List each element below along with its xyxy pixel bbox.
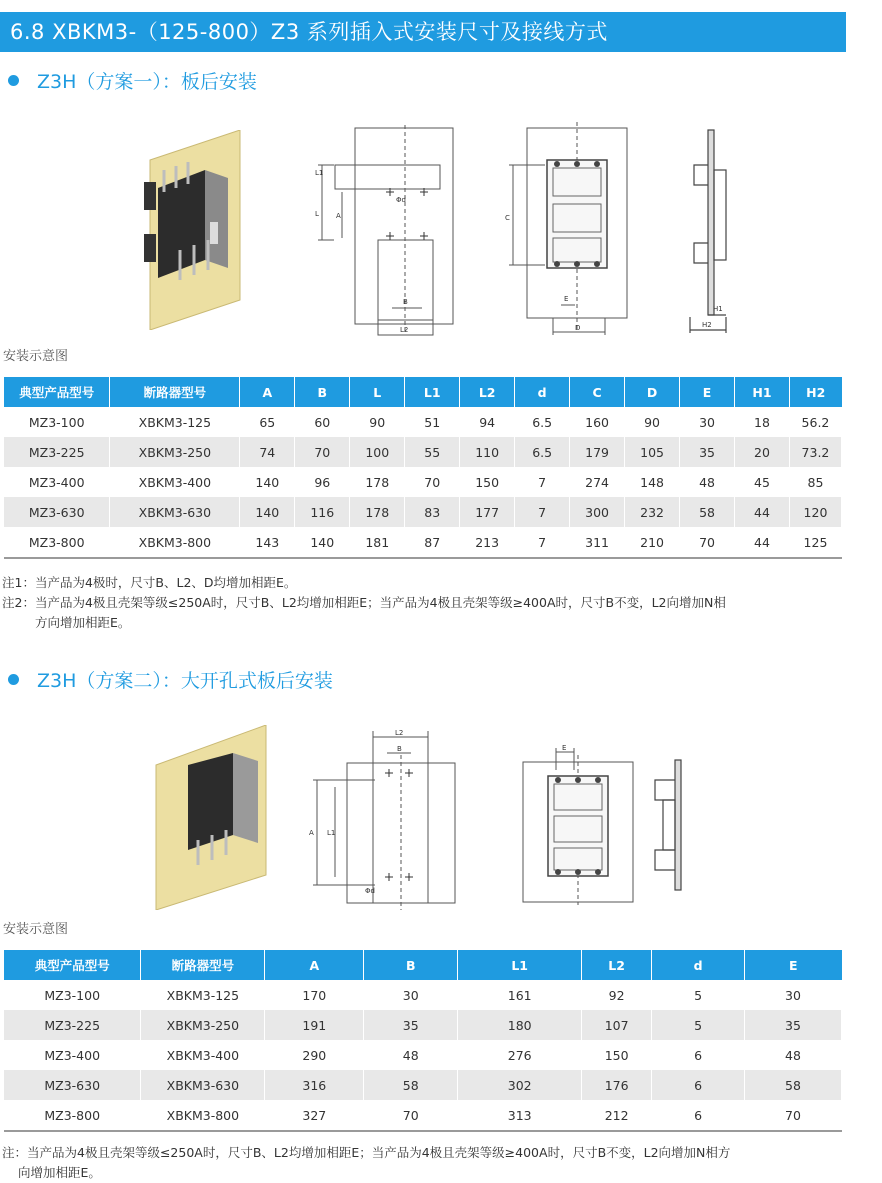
- side-view-drawing-1: [680, 125, 750, 340]
- table-header-row: [4, 950, 842, 980]
- note-line: 注：当产品为4极且壳架等级≤250A时，尺寸B、L2均增加相距E；当产品为4极且壳架等级≥400A时，尺寸B不变，L2向增加N相方: [2, 1145, 731, 1160]
- table-cell: 74: [240, 437, 295, 467]
- table-cell: 6.5: [515, 437, 570, 467]
- dim-label-c: C: [505, 214, 510, 222]
- table-cell: 100: [350, 437, 405, 467]
- table-cell: 44: [735, 527, 790, 558]
- mounting-dimension-drawing-1: [310, 120, 460, 350]
- table-header-row: [4, 377, 842, 407]
- table-cell: 170: [265, 980, 364, 1010]
- dim-label-l: L: [315, 210, 319, 218]
- dim-label-h2: H2: [702, 321, 712, 329]
- bullet-icon: [8, 674, 19, 685]
- table-cell: 45: [735, 467, 790, 497]
- table-cell: 65: [240, 407, 295, 437]
- table-header: B: [295, 377, 350, 407]
- table-cell: MZ3-400: [4, 467, 110, 497]
- dim-label-b: B: [397, 745, 402, 753]
- table-cell: MZ3-225: [4, 1010, 141, 1040]
- table-row: [4, 437, 842, 467]
- notes-2: [2, 1143, 730, 1183]
- table-header: E: [680, 377, 735, 407]
- table-cell: 161: [458, 980, 582, 1010]
- dim-label-l2: L2: [400, 326, 409, 334]
- table-cell: 56.2: [789, 407, 841, 437]
- table-cell: XBKM3-400: [110, 467, 240, 497]
- table-header: L2: [460, 377, 515, 407]
- table-header: L1: [405, 377, 460, 407]
- table-row: [4, 497, 842, 527]
- table-cell: 143: [240, 527, 295, 558]
- table-cell: 35: [364, 1010, 458, 1040]
- table-cell: 60: [295, 407, 350, 437]
- table-cell: 44: [735, 497, 790, 527]
- table-cell: 90: [625, 407, 680, 437]
- section2-heading-text: Z3H（方案二）：大开孔式板后安装: [37, 670, 333, 692]
- table-cell: XBKM3-125: [110, 407, 240, 437]
- dim-label-l1: L1: [315, 169, 324, 177]
- table-cell: 6: [652, 1100, 745, 1131]
- table-cell: 6: [652, 1070, 745, 1100]
- table-cell: 140: [240, 467, 295, 497]
- table-cell: MZ3-630: [4, 1070, 141, 1100]
- table-cell: XBKM3-400: [141, 1040, 265, 1070]
- table-header: L2: [582, 950, 652, 980]
- table-row: [4, 1010, 842, 1040]
- note-line: 注1：当产品为4极时，尺寸B、L2、D均增加相距E。: [2, 575, 297, 590]
- table-cell: 150: [460, 467, 515, 497]
- dim-label-e: E: [564, 295, 569, 303]
- table-cell: 107: [582, 1010, 652, 1040]
- section2-heading: [8, 667, 333, 695]
- table-cell: XBKM3-250: [110, 437, 240, 467]
- table-row: [4, 1040, 842, 1070]
- front-view-drawing-2: [518, 740, 638, 905]
- table-cell: MZ3-800: [4, 1100, 141, 1131]
- figure-caption-2: 安装示意图: [3, 922, 69, 937]
- dim-label-l1: L1: [327, 829, 336, 837]
- table-cell: 290: [265, 1040, 364, 1070]
- dim-label-e: E: [562, 744, 567, 752]
- table-cell: 51: [405, 407, 460, 437]
- dim-label-dd: D: [575, 324, 581, 332]
- table-header: E: [745, 950, 842, 980]
- table-cell: 116: [295, 497, 350, 527]
- table-cell: 35: [745, 1010, 842, 1040]
- table-cell: 30: [364, 980, 458, 1010]
- table-cell: 110: [460, 437, 515, 467]
- table-cell: 125: [789, 527, 841, 558]
- table-cell: 90: [350, 407, 405, 437]
- figure-caption-1: 安装示意图: [3, 349, 69, 364]
- dimension-table-2: [4, 950, 842, 1132]
- table-cell: 48: [364, 1040, 458, 1070]
- table-cell: 58: [745, 1070, 842, 1100]
- table-cell: 160: [570, 407, 625, 437]
- dim-label-a: A: [336, 212, 341, 220]
- table-cell: 274: [570, 467, 625, 497]
- side-view-drawing-2: [645, 755, 695, 895]
- table-cell: 58: [364, 1070, 458, 1100]
- table-cell: 48: [745, 1040, 842, 1070]
- table-row: [4, 467, 842, 497]
- table-cell: 7: [515, 467, 570, 497]
- table-header: 典型产品型号: [4, 950, 141, 980]
- table-cell: 311: [570, 527, 625, 558]
- table-cell: 5: [652, 980, 745, 1010]
- table-cell: 94: [460, 407, 515, 437]
- bullet-icon: [8, 75, 19, 86]
- table-header: A: [265, 950, 364, 980]
- table-cell: 140: [240, 497, 295, 527]
- dim-label-d: Φd: [396, 196, 406, 204]
- table-cell: 20: [735, 437, 790, 467]
- table-cell: 300: [570, 497, 625, 527]
- front-view-drawing-1: [495, 120, 645, 345]
- mounting-dimension-drawing-2: [305, 725, 465, 910]
- table-cell: 176: [582, 1070, 652, 1100]
- table-header: L: [350, 377, 405, 407]
- table-row: [4, 1070, 842, 1100]
- dim-label-h1: H1: [713, 305, 723, 313]
- table-cell: 70: [295, 437, 350, 467]
- breaker-front-icon: [548, 776, 608, 876]
- table-cell: MZ3-225: [4, 437, 110, 467]
- table-cell: 105: [625, 437, 680, 467]
- table-cell: XBKM3-630: [110, 497, 240, 527]
- table-header: H2: [789, 377, 841, 407]
- table-cell: XBKM3-630: [141, 1070, 265, 1100]
- table-cell: 18: [735, 407, 790, 437]
- dim-label-b: B: [403, 298, 408, 306]
- note-line: 注2：当产品为4极且壳架等级≤250A时，尺寸B、L2均增加相距E；当产品为4极且壳架等级≥400A时，尺寸B不变，L2向增加N相: [2, 595, 726, 610]
- table-cell: 313: [458, 1100, 582, 1131]
- table-header: 断路器型号: [110, 377, 240, 407]
- table-cell: 6: [652, 1040, 745, 1070]
- breaker-3d-illustration-2: [148, 725, 273, 910]
- table-cell: XBKM3-250: [141, 1010, 265, 1040]
- table-cell: 70: [405, 467, 460, 497]
- table-cell: 210: [625, 527, 680, 558]
- table-cell: 30: [680, 407, 735, 437]
- table-cell: MZ3-400: [4, 1040, 141, 1070]
- table-cell: 276: [458, 1040, 582, 1070]
- table-cell: 179: [570, 437, 625, 467]
- table-header: 断路器型号: [141, 950, 265, 980]
- table-cell: 232: [625, 497, 680, 527]
- note-line: 向增加相距E。: [18, 1165, 101, 1180]
- table-cell: 178: [350, 497, 405, 527]
- table-cell: 7: [515, 497, 570, 527]
- table-cell: 70: [680, 527, 735, 558]
- table-cell: XBKM3-800: [141, 1100, 265, 1131]
- table-cell: 191: [265, 1010, 364, 1040]
- table-header: 典型产品型号: [4, 377, 110, 407]
- table-cell: 35: [680, 437, 735, 467]
- table-cell: 212: [582, 1100, 652, 1131]
- table-header: L1: [458, 950, 582, 980]
- table-cell: 92: [582, 980, 652, 1010]
- breaker-front-icon: [547, 160, 607, 268]
- table-cell: 6.5: [515, 407, 570, 437]
- table-cell: 55: [405, 437, 460, 467]
- table-cell: 327: [265, 1100, 364, 1131]
- table-cell: MZ3-630: [4, 497, 110, 527]
- table-cell: MZ3-800: [4, 527, 110, 558]
- table-cell: 85: [789, 467, 841, 497]
- table-header: d: [515, 377, 570, 407]
- table-cell: 302: [458, 1070, 582, 1100]
- table-cell: 140: [295, 527, 350, 558]
- notes-1: [2, 573, 726, 633]
- section1-heading-text: Z3H（方案一）：板后安装: [37, 71, 257, 93]
- table-header: D: [625, 377, 680, 407]
- table-header: d: [652, 950, 745, 980]
- table-header: A: [240, 377, 295, 407]
- table-cell: MZ3-100: [4, 407, 110, 437]
- table-cell: 213: [460, 527, 515, 558]
- table-cell: 58: [680, 497, 735, 527]
- table-cell: 7: [515, 527, 570, 558]
- table-header: H1: [735, 377, 790, 407]
- table-cell: 5: [652, 1010, 745, 1040]
- section1-heading: [8, 68, 257, 96]
- table-cell: 148: [625, 467, 680, 497]
- table-cell: XBKM3-800: [110, 527, 240, 558]
- dim-label-d: Φd: [365, 887, 375, 895]
- table-cell: 150: [582, 1040, 652, 1070]
- table-cell: 83: [405, 497, 460, 527]
- table-row: [4, 407, 842, 437]
- table-cell: XBKM3-125: [141, 980, 265, 1010]
- table-cell: MZ3-100: [4, 980, 141, 1010]
- table-cell: 178: [350, 467, 405, 497]
- dim-label-l2: L2: [395, 729, 404, 737]
- table-row: [4, 527, 842, 558]
- dim-label-a: A: [309, 829, 314, 837]
- table-header: B: [364, 950, 458, 980]
- table-cell: 70: [364, 1100, 458, 1131]
- table-row: [4, 980, 842, 1010]
- table-cell: 73.2: [789, 437, 841, 467]
- breaker-3d-illustration-1: [130, 130, 250, 330]
- table-cell: 70: [745, 1100, 842, 1131]
- table-row: [4, 1100, 842, 1131]
- table-cell: 180: [458, 1010, 582, 1040]
- table-cell: 177: [460, 497, 515, 527]
- page-title: 6.8 XBKM3-（125-800）Z3 系列插入式安装尺寸及接线方式: [0, 12, 846, 52]
- table-cell: 48: [680, 467, 735, 497]
- table-cell: 316: [265, 1070, 364, 1100]
- table-header: C: [570, 377, 625, 407]
- table-cell: 120: [789, 497, 841, 527]
- note-line: 方向增加相距E。: [35, 615, 131, 630]
- table-cell: 96: [295, 467, 350, 497]
- dimension-table-1: [4, 377, 842, 559]
- table-cell: 181: [350, 527, 405, 558]
- table-cell: 30: [745, 980, 842, 1010]
- table-cell: 87: [405, 527, 460, 558]
